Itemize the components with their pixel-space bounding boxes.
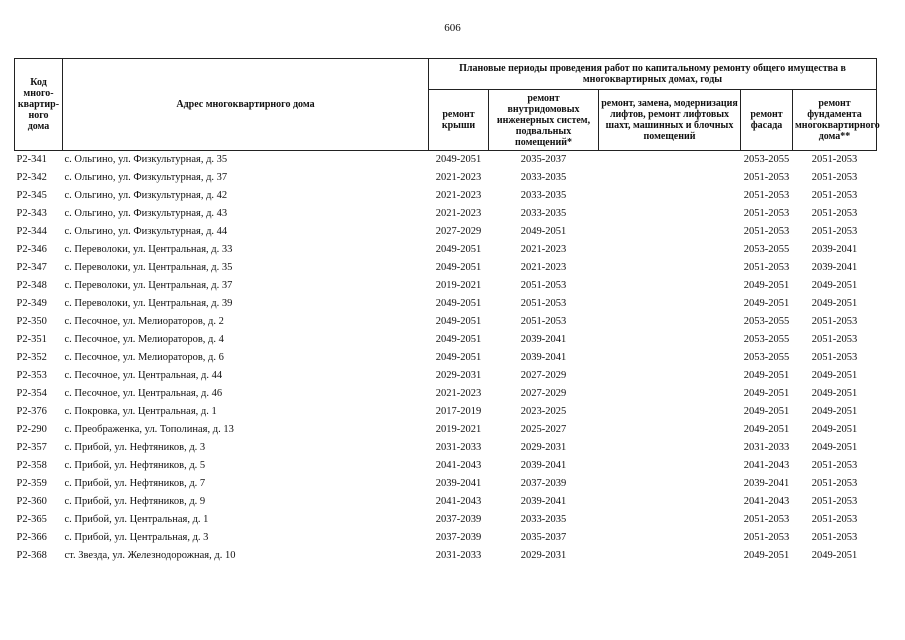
cell-foundation: 2049-2051 (811, 298, 858, 309)
cell-foundation: 2051-2053 (811, 478, 858, 489)
cell-foundation: 2049-2051 (811, 424, 858, 435)
cell-address: с. Ольгино, ул. Физкультурная, д. 42 (64, 190, 228, 201)
cell-elevators (599, 385, 741, 403)
cell-facade: 2049-2051 (743, 280, 790, 291)
cell-systems: 2029-2031 (520, 550, 567, 561)
table-row (15, 547, 877, 565)
cell-elevators (599, 331, 741, 349)
cell-facade: 2041-2043 (743, 496, 790, 507)
cell-systems: 2025-2027 (520, 424, 567, 435)
cell-roof: 2049-2051 (435, 334, 482, 345)
cell-facade: 2051-2053 (743, 190, 790, 201)
cell-foundation: 2051-2053 (811, 172, 858, 183)
header-code: Код много-квартир-ного дома (15, 59, 63, 151)
cell-elevators (599, 169, 741, 187)
cell-systems: 2021-2023 (520, 244, 567, 255)
cell-foundation: 2051-2053 (811, 532, 858, 543)
table-row (15, 205, 877, 223)
table-row (15, 331, 877, 349)
cell-foundation: 2051-2053 (811, 514, 858, 525)
cell-elevators (599, 511, 741, 529)
page-number: 606 (444, 22, 461, 34)
cell-roof: 2049-2051 (435, 352, 482, 363)
table-row (15, 169, 877, 187)
table-row (15, 475, 877, 493)
cell-elevators (599, 349, 741, 367)
cell-address: с. Прибой, ул. Центральная, д. 1 (64, 514, 209, 525)
cell-systems: 2027-2029 (520, 388, 567, 399)
cell-roof: 2019-2021 (435, 424, 482, 435)
cell-elevators (599, 313, 741, 331)
cell-code: Р2-354 (16, 388, 47, 399)
cell-elevators (599, 475, 741, 493)
table-body (15, 151, 877, 566)
cell-code: Р2-343 (16, 208, 47, 219)
cell-foundation: 2039-2041 (811, 262, 858, 273)
cell-elevators (599, 259, 741, 277)
cell-facade: 2031-2033 (743, 442, 790, 453)
cell-code: Р2-357 (16, 442, 47, 453)
header-roof: ремонт крыши (429, 90, 489, 151)
cell-code: Р2-353 (16, 370, 47, 381)
cell-facade: 2049-2051 (743, 406, 790, 417)
cell-roof: 2031-2033 (435, 442, 482, 453)
cell-roof: 2049-2051 (435, 262, 482, 273)
cell-roof: 2041-2043 (435, 496, 482, 507)
cell-code: Р2-348 (16, 280, 47, 291)
cell-elevators (599, 421, 741, 439)
cell-facade: 2053-2055 (743, 244, 790, 255)
cell-roof: 2029-2031 (435, 370, 482, 381)
cell-facade: 2049-2051 (743, 388, 790, 399)
cell-code: Р2-345 (16, 190, 47, 201)
cell-code: Р2-352 (16, 352, 47, 363)
cell-roof: 2039-2041 (435, 478, 482, 489)
table-row (15, 421, 877, 439)
cell-elevators (599, 493, 741, 511)
cell-elevators (599, 223, 741, 241)
cell-address: с. Ольгино, ул. Физкультурная, д. 44 (64, 226, 228, 237)
cell-systems: 2033-2035 (520, 208, 567, 219)
cell-address: с. Ольгино, ул. Физкультурная, д. 35 (63, 151, 429, 170)
cell-elevators (599, 439, 741, 457)
cell-foundation: 2051-2053 (811, 316, 858, 327)
cell-elevators (599, 187, 741, 205)
cell-facade: 2053-2055 (743, 352, 790, 363)
cell-foundation: 2049-2051 (811, 442, 858, 453)
table-row (15, 367, 877, 385)
cell-facade: 2053-2055 (743, 316, 790, 327)
table-row (15, 385, 877, 403)
cell-systems: 2051-2053 (520, 280, 567, 291)
cell-facade: 2053-2055 (741, 151, 793, 170)
cell-foundation: 2049-2051 (811, 406, 858, 417)
cell-facade: 2049-2051 (743, 370, 790, 381)
cell-address: с. Переволоки, ул. Центральная, д. 39 (64, 298, 233, 309)
cell-code: Р2-366 (16, 532, 47, 543)
cell-foundation: 2039-2041 (811, 244, 858, 255)
cell-roof: 2037-2039 (435, 532, 482, 543)
cell-code: Р2-351 (16, 334, 47, 345)
table-row (15, 457, 877, 475)
cell-foundation: 2051-2053 (811, 352, 858, 363)
cell-roof: 2021-2023 (435, 172, 482, 183)
cell-roof: 2017-2019 (435, 406, 482, 417)
table-row (15, 313, 877, 331)
cell-address: ст. Звезда, ул. Железнодорожная, д. 10 (64, 550, 236, 561)
table-row (15, 349, 877, 367)
cell-elevators (599, 295, 741, 313)
cell-foundation: 2051-2053 (811, 334, 858, 345)
cell-address: с. Прибой, ул. Нефтяников, д. 3 (64, 442, 206, 453)
cell-systems: 2021-2023 (520, 262, 567, 273)
cell-foundation: 2051-2053 (811, 460, 858, 471)
cell-systems: 2037-2039 (520, 478, 567, 489)
cell-systems: 2049-2051 (520, 226, 567, 237)
cell-systems: 2029-2031 (520, 442, 567, 453)
cell-elevators (599, 547, 741, 565)
cell-address: с. Песочное, ул. Центральная, д. 44 (64, 370, 223, 381)
cell-roof: 2049-2051 (429, 151, 489, 170)
cell-address: с. Переволоки, ул. Центральная, д. 37 (64, 280, 233, 291)
cell-systems: 2051-2053 (520, 298, 567, 309)
cell-code: Р2-341 (15, 151, 63, 170)
cell-foundation: 2051-2053 (793, 151, 877, 170)
table-row (15, 223, 877, 241)
cell-roof: 2049-2051 (435, 298, 482, 309)
cell-systems: 2033-2035 (520, 190, 567, 201)
cell-address: с. Ольгино, ул. Физкультурная, д. 43 (64, 208, 228, 219)
cell-code: Р2-365 (16, 514, 47, 525)
table-row (15, 241, 877, 259)
cell-code: Р2-360 (16, 496, 47, 507)
cell-facade: 2039-2041 (743, 478, 790, 489)
cell-address: с. Переволоки, ул. Центральная, д. 33 (64, 244, 233, 255)
cell-roof: 2049-2051 (435, 244, 482, 255)
cell-facade: 2051-2053 (743, 226, 790, 237)
cell-address: с. Прибой, ул. Нефтяников, д. 9 (64, 496, 206, 507)
cell-address: с. Ольгино, ул. Физкультурная, д. 37 (64, 172, 228, 183)
cell-code: Р2-376 (16, 406, 47, 417)
cell-code: Р2-350 (16, 316, 47, 327)
cell-code: Р2-344 (16, 226, 47, 237)
cell-facade: 2041-2043 (743, 460, 790, 471)
cell-roof: 2027-2029 (435, 226, 482, 237)
cell-systems: 2023-2025 (520, 406, 567, 417)
cell-roof: 2049-2051 (435, 316, 482, 327)
cell-address: с. Покровка, ул. Центральная, д. 1 (64, 406, 217, 417)
cell-elevators (599, 205, 741, 223)
cell-facade: 2051-2053 (743, 532, 790, 543)
cell-systems: 2051-2053 (520, 316, 567, 327)
cell-systems: 2033-2035 (520, 172, 567, 183)
cell-code: Р2-359 (16, 478, 47, 489)
table-row (15, 403, 877, 421)
cell-systems: 2039-2041 (520, 460, 567, 471)
cell-code: Р2-290 (16, 424, 47, 435)
cell-systems: 2027-2029 (520, 370, 567, 381)
cell-roof: 2041-2043 (435, 460, 482, 471)
table-row (15, 277, 877, 295)
cell-roof: 2019-2021 (435, 280, 482, 291)
cell-address: с. Прибой, ул. Нефтяников, д. 7 (64, 478, 206, 489)
cell-elevators (599, 367, 741, 385)
cell-elevators (599, 457, 741, 475)
cell-foundation: 2051-2053 (811, 208, 858, 219)
header-systems: ремонт внутридомовых инженерных систем, подвальных помещений* (489, 90, 599, 151)
cell-address: с. Переволоки, ул. Центральная, д. 35 (64, 262, 233, 273)
cell-elevators (599, 241, 741, 259)
header-elevators: ремонт, замена, модернизация лифтов, ремонт лифтовых шахт, машинных и блочных помещений (599, 90, 741, 151)
table-row (15, 151, 877, 170)
header-periods: Плановые периоды проведения работ по капитальному ремонту общего имущества в многоквартирных домах, годы (429, 59, 877, 90)
cell-systems: 2039-2041 (520, 334, 567, 345)
header-row-top (15, 59, 877, 90)
table-row (15, 511, 877, 529)
cell-systems: 2035-2037 (520, 532, 567, 543)
cell-foundation: 2049-2051 (811, 388, 858, 399)
cell-roof: 2037-2039 (435, 514, 482, 525)
cell-facade: 2051-2053 (743, 514, 790, 525)
cell-address: с. Песочное, ул. Мелиораторов, д. 4 (64, 334, 224, 345)
table-row (15, 259, 877, 277)
cell-code: Р2-347 (16, 262, 47, 273)
cell-facade: 2049-2051 (743, 298, 790, 309)
cell-roof: 2031-2033 (435, 550, 482, 561)
cell-roof: 2021-2023 (435, 388, 482, 399)
table-row (15, 529, 877, 547)
cell-facade: 2053-2055 (743, 334, 790, 345)
header-address: Адрес многоквартирного дома (63, 59, 429, 151)
cell-facade: 2051-2053 (743, 262, 790, 273)
cell-address: с. Песочное, ул. Мелиораторов, д. 2 (64, 316, 224, 327)
cell-elevators (599, 151, 741, 170)
cell-roof: 2021-2023 (435, 208, 482, 219)
cell-systems: 2039-2041 (520, 496, 567, 507)
cell-facade: 2049-2051 (743, 550, 790, 561)
cell-code: Р2-342 (16, 172, 47, 183)
table-row (15, 493, 877, 511)
header-foundation: ремонт фундамента многоквартирного дома** (793, 90, 877, 151)
cell-elevators (599, 277, 741, 295)
cell-foundation: 2049-2051 (811, 280, 858, 291)
table-row (15, 439, 877, 457)
cell-foundation: 2051-2053 (811, 190, 858, 201)
cell-code: Р2-349 (16, 298, 47, 309)
cell-elevators (599, 529, 741, 547)
table-row (15, 187, 877, 205)
header-facade: ремонт фасада (741, 90, 793, 151)
cell-code: Р2-358 (16, 460, 47, 471)
cell-foundation: 2049-2051 (811, 550, 858, 561)
cell-facade: 2049-2051 (743, 424, 790, 435)
cell-systems: 2039-2041 (520, 352, 567, 363)
cell-foundation: 2051-2053 (811, 226, 858, 237)
cell-facade: 2051-2053 (743, 172, 790, 183)
cell-facade: 2051-2053 (743, 208, 790, 219)
cell-foundation: 2051-2053 (811, 496, 858, 507)
cell-address: с. Песочное, ул. Центральная, д. 46 (64, 388, 223, 399)
cell-foundation: 2049-2051 (811, 370, 858, 381)
cell-code: Р2-368 (16, 550, 47, 561)
cell-address: с. Прибой, ул. Центральная, д. 3 (64, 532, 209, 543)
cell-roof: 2021-2023 (435, 190, 482, 201)
cell-systems: 2035-2037 (489, 151, 599, 170)
cell-code: Р2-346 (16, 244, 47, 255)
cell-elevators (599, 403, 741, 421)
cell-address: с. Прибой, ул. Нефтяников, д. 5 (64, 460, 206, 471)
table-row (15, 295, 877, 313)
cell-address: с. Преображенка, ул. Тополиная, д. 13 (64, 424, 234, 435)
cell-address: с. Песочное, ул. Мелиораторов, д. 6 (64, 352, 224, 363)
cell-systems: 2033-2035 (520, 514, 567, 525)
repair-schedule-table (14, 58, 880, 565)
